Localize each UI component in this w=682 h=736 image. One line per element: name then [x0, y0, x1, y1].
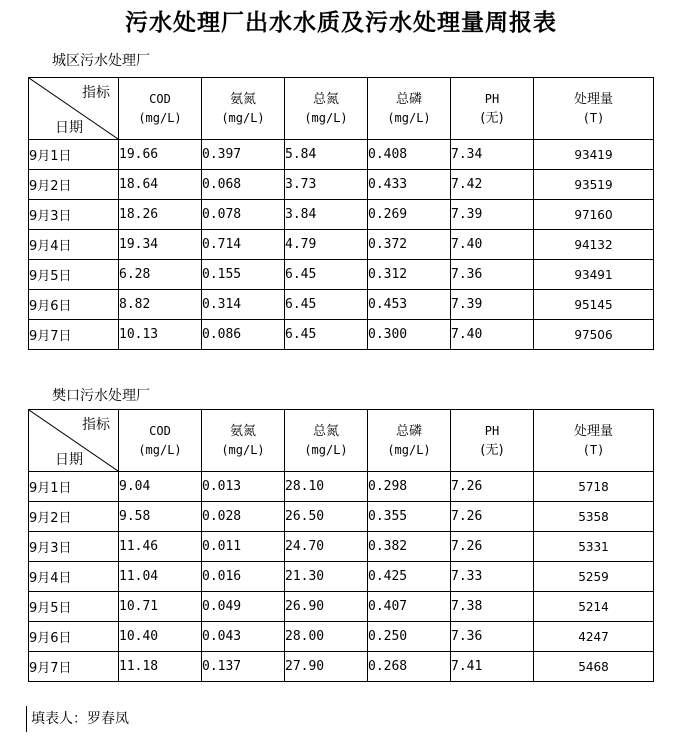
ammonia-cell: 0.714	[202, 230, 285, 260]
cod-cell: 10.71	[119, 592, 202, 622]
date-cell: 9月5日	[29, 260, 119, 290]
section-label-chengqu: 城区污水处理厂	[52, 53, 150, 69]
volume-cell: 97506	[534, 320, 654, 350]
ammonia-cell: 0.155	[202, 260, 285, 290]
volume-cell: 5358	[534, 502, 654, 532]
total-phosphorus-cell: 0.382	[368, 532, 451, 562]
section-label-fankou: 樊口污水处理厂	[52, 388, 150, 404]
col-header-volume: 处理量 (T)	[534, 78, 654, 140]
total-nitrogen-cell: 3.73	[285, 170, 368, 200]
ph-cell: 7.41	[451, 652, 534, 682]
cod-cell: 18.26	[119, 200, 202, 230]
ph-cell: 7.33	[451, 562, 534, 592]
total-phosphorus-cell: 0.453	[368, 290, 451, 320]
ammonia-cell: 0.049	[202, 592, 285, 622]
volume-cell: 95145	[534, 290, 654, 320]
volume-cell: 5718	[534, 472, 654, 502]
date-label: 日期	[55, 120, 83, 136]
col-header-ph: PH (无)	[451, 410, 534, 472]
ammonia-cell: 0.028	[202, 502, 285, 532]
ph-cell: 7.39	[451, 290, 534, 320]
table-row	[29, 652, 654, 682]
table-row	[29, 622, 654, 652]
total-nitrogen-cell: 28.00	[285, 622, 368, 652]
cod-cell: 9.58	[119, 502, 202, 532]
total-nitrogen-cell: 21.30	[285, 562, 368, 592]
ph-cell: 7.40	[451, 230, 534, 260]
col-header-total-phosphorus: 总磷 (mg/L)	[368, 78, 451, 140]
date-cell: 9月2日	[29, 170, 119, 200]
table-row	[29, 592, 654, 622]
date-cell: 9月4日	[29, 230, 119, 260]
col-header-ammonia: 氨氮 (mg/L)	[202, 410, 285, 472]
ph-cell: 7.26	[451, 532, 534, 562]
ph-cell: 7.38	[451, 592, 534, 622]
cod-cell: 10.40	[119, 622, 202, 652]
cod-cell: 19.34	[119, 230, 202, 260]
ammonia-cell: 0.011	[202, 532, 285, 562]
date-cell: 9月3日	[29, 532, 119, 562]
ph-cell: 7.36	[451, 260, 534, 290]
ammonia-cell: 0.016	[202, 562, 285, 592]
ph-cell: 7.42	[451, 170, 534, 200]
diagonal-header-cell	[29, 78, 119, 140]
volume-cell: 93419	[534, 140, 654, 170]
total-phosphorus-cell: 0.407	[368, 592, 451, 622]
ammonia-cell: 0.043	[202, 622, 285, 652]
total-phosphorus-cell: 0.425	[368, 562, 451, 592]
cod-cell: 10.13	[119, 320, 202, 350]
date-cell: 9月6日	[29, 290, 119, 320]
total-nitrogen-cell: 4.79	[285, 230, 368, 260]
total-phosphorus-cell: 0.433	[368, 170, 451, 200]
ph-cell: 7.34	[451, 140, 534, 170]
table-row	[29, 290, 654, 320]
col-header-total-phosphorus: 总磷 (mg/L)	[368, 410, 451, 472]
table-row	[29, 140, 654, 170]
total-nitrogen-cell: 6.45	[285, 260, 368, 290]
ammonia-cell: 0.013	[202, 472, 285, 502]
col-header-ammonia: 氨氮 (mg/L)	[202, 78, 285, 140]
total-phosphorus-cell: 0.298	[368, 472, 451, 502]
cod-cell: 6.28	[119, 260, 202, 290]
table-row	[29, 472, 654, 502]
ph-cell: 7.26	[451, 502, 534, 532]
table-row	[29, 502, 654, 532]
date-cell: 9月7日	[29, 652, 119, 682]
total-phosphorus-cell: 0.355	[368, 502, 451, 532]
total-nitrogen-cell: 6.45	[285, 290, 368, 320]
date-cell: 9月6日	[29, 622, 119, 652]
ammonia-cell: 0.137	[202, 652, 285, 682]
cod-cell: 9.04	[119, 472, 202, 502]
ph-cell: 7.36	[451, 622, 534, 652]
date-cell: 9月3日	[29, 200, 119, 230]
total-nitrogen-cell: 28.10	[285, 472, 368, 502]
total-nitrogen-cell: 6.45	[285, 320, 368, 350]
cod-cell: 11.18	[119, 652, 202, 682]
water-quality-table-chengqu	[28, 77, 654, 350]
date-cell: 9月7日	[29, 320, 119, 350]
table-row	[29, 170, 654, 200]
date-cell: 9月5日	[29, 592, 119, 622]
ph-cell: 7.39	[451, 200, 534, 230]
cod-cell: 19.66	[119, 140, 202, 170]
total-nitrogen-cell: 27.90	[285, 652, 368, 682]
col-header-cod: COD (mg/L)	[119, 78, 202, 140]
cod-cell: 18.64	[119, 170, 202, 200]
table-row	[29, 230, 654, 260]
total-phosphorus-cell: 0.300	[368, 320, 451, 350]
table-row	[29, 320, 654, 350]
volume-cell: 93519	[534, 170, 654, 200]
filler-signature: 填表人：罗春凤	[26, 706, 129, 732]
date-cell: 9月4日	[29, 562, 119, 592]
volume-cell: 5331	[534, 532, 654, 562]
col-header-cod: COD (mg/L)	[119, 410, 202, 472]
table-row	[29, 200, 654, 230]
date-label: 日期	[55, 452, 83, 468]
volume-cell: 93491	[534, 260, 654, 290]
ammonia-cell: 0.068	[202, 170, 285, 200]
total-nitrogen-cell: 3.84	[285, 200, 368, 230]
ph-cell: 7.26	[451, 472, 534, 502]
water-quality-table-fankou	[28, 409, 654, 682]
col-header-ph: PH (无)	[451, 78, 534, 140]
ammonia-cell: 0.078	[202, 200, 285, 230]
volume-cell: 5214	[534, 592, 654, 622]
volume-cell: 5259	[534, 562, 654, 592]
ammonia-cell: 0.314	[202, 290, 285, 320]
cod-cell: 11.04	[119, 562, 202, 592]
cod-cell: 11.46	[119, 532, 202, 562]
col-header-total-nitrogen: 总氮 (mg/L)	[285, 78, 368, 140]
total-nitrogen-cell: 5.84	[285, 140, 368, 170]
volume-cell: 97160	[534, 200, 654, 230]
table-row	[29, 260, 654, 290]
date-cell: 9月1日	[29, 472, 119, 502]
total-phosphorus-cell: 0.268	[368, 652, 451, 682]
total-nitrogen-cell: 24.70	[285, 532, 368, 562]
total-phosphorus-cell: 0.312	[368, 260, 451, 290]
ammonia-cell: 0.397	[202, 140, 285, 170]
report-title: 污水处理厂出水水质及污水处理量周报表	[125, 9, 557, 36]
diagonal-header-cell	[29, 410, 119, 472]
volume-cell: 4247	[534, 622, 654, 652]
indicator-label: 指标	[82, 85, 110, 101]
table-header-row	[29, 78, 654, 140]
total-phosphorus-cell: 0.250	[368, 622, 451, 652]
date-cell: 9月2日	[29, 502, 119, 532]
col-header-volume: 处理量 (T)	[534, 410, 654, 472]
total-nitrogen-cell: 26.50	[285, 502, 368, 532]
date-cell: 9月1日	[29, 140, 119, 170]
volume-cell: 5468	[534, 652, 654, 682]
total-phosphorus-cell: 0.269	[368, 200, 451, 230]
table-header-row	[29, 410, 654, 472]
total-phosphorus-cell: 0.372	[368, 230, 451, 260]
cod-cell: 8.82	[119, 290, 202, 320]
volume-cell: 94132	[534, 230, 654, 260]
ammonia-cell: 0.086	[202, 320, 285, 350]
ph-cell: 7.40	[451, 320, 534, 350]
table-row	[29, 532, 654, 562]
table-row	[29, 562, 654, 592]
indicator-label: 指标	[82, 417, 110, 433]
total-nitrogen-cell: 26.90	[285, 592, 368, 622]
col-header-total-nitrogen: 总氮 (mg/L)	[285, 410, 368, 472]
total-phosphorus-cell: 0.408	[368, 140, 451, 170]
